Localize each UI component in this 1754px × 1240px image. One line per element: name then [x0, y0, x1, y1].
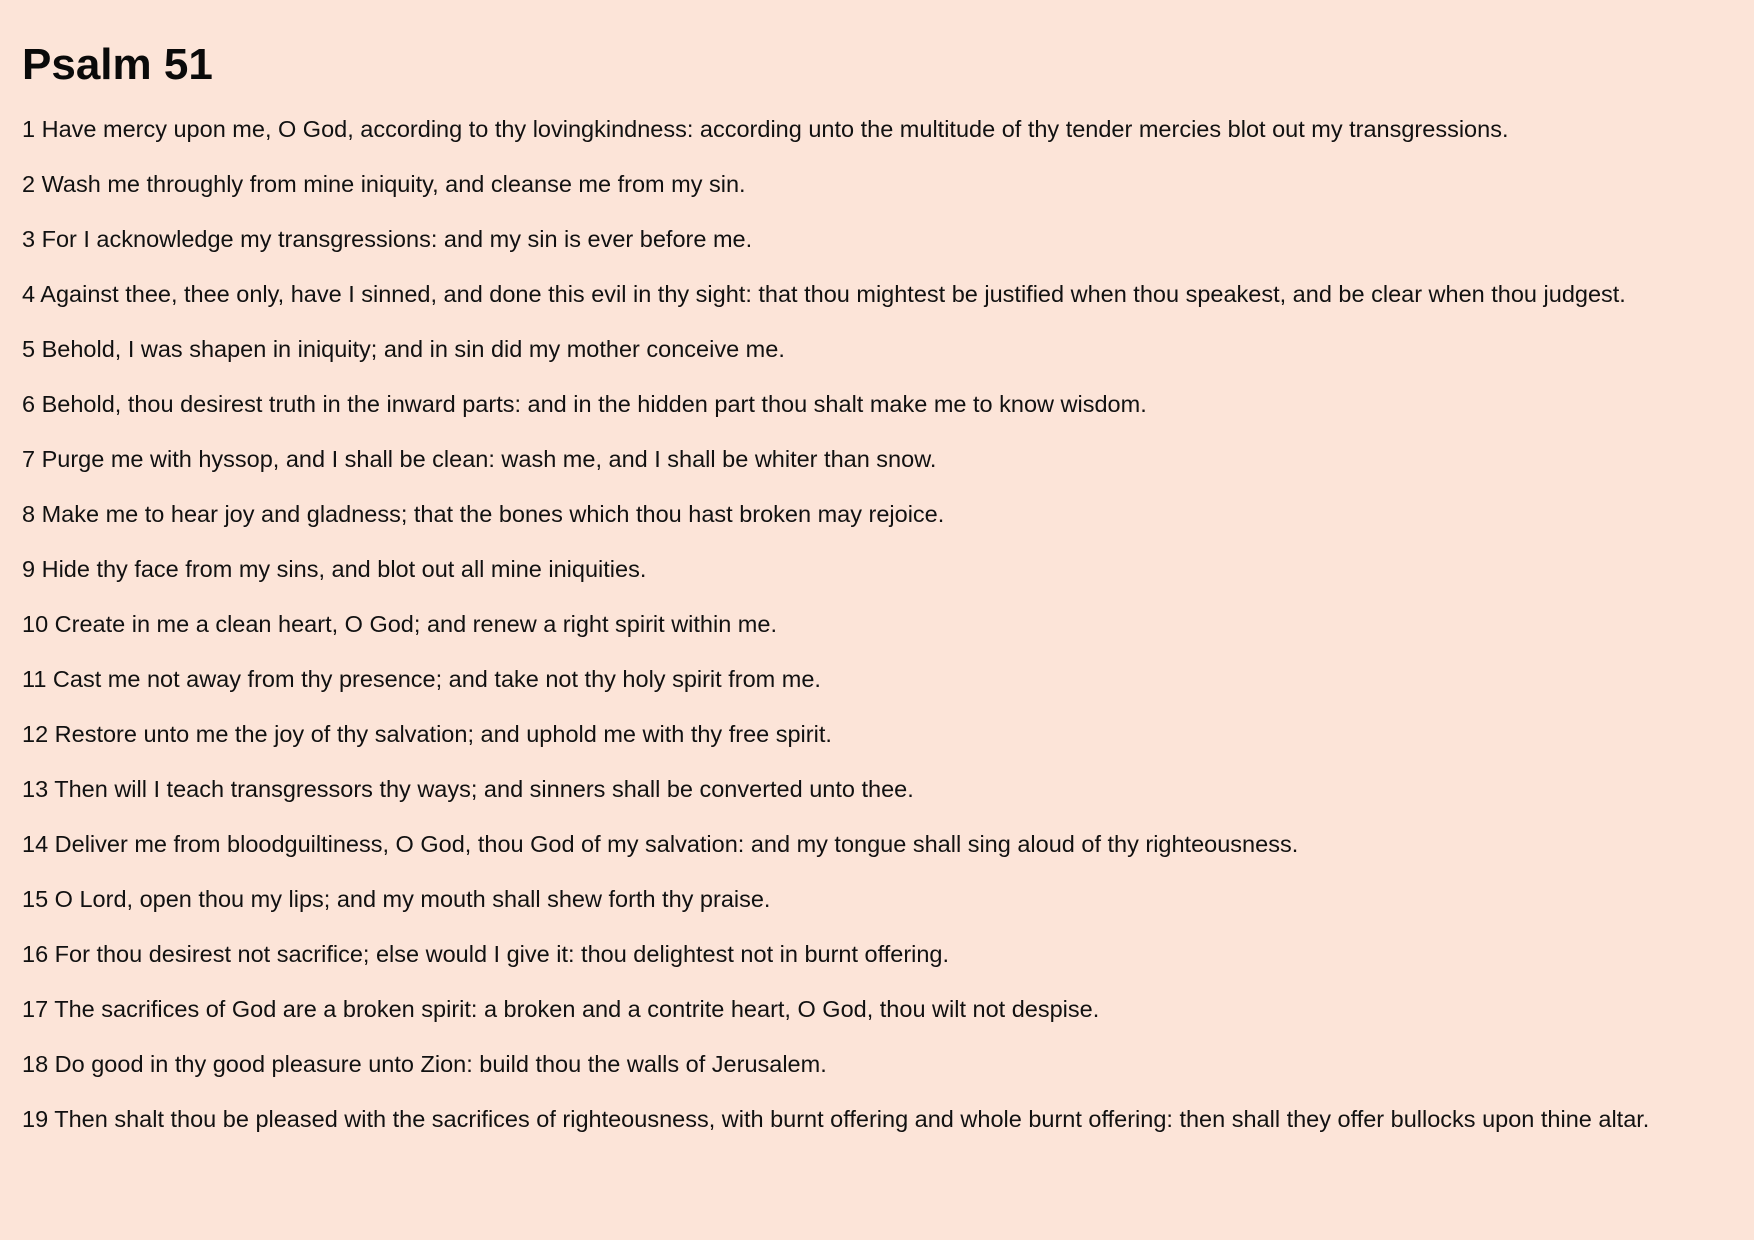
verse-15: 15 O Lord, open thou my lips; and my mouth shall shew forth thy praise. [22, 886, 771, 912]
verse-6: 6 Behold, thou desirest truth in the inward parts: and in the hidden part thou shalt make me to know wisdom. [22, 391, 1147, 417]
verse-12: 12 Restore unto me the joy of thy salvation; and uphold me with thy free spirit. [22, 721, 832, 747]
verse-14: 14 Deliver me from bloodguiltiness, O God, thou God of my salvation: and my tongue shall sing aloud of thy righteousness. [22, 831, 1299, 857]
verse-10: 10 Create in me a clean heart, O God; and renew a right spirit within me. [22, 611, 777, 637]
verse-2: 2 Wash me throughly from mine iniquity, and cleanse me from my sin. [22, 171, 746, 197]
verse-4: 4 Against thee, thee only, have I sinned, and done this evil in thy sight: that thou mightest be justified when thou speakest, and be clear when thou judgest. [22, 281, 1626, 307]
verse-5: 5 Behold, I was shapen in iniquity; and in sin did my mother conceive me. [22, 336, 785, 362]
verse-13: 13 Then will I teach transgressors thy ways; and sinners shall be converted unto thee. [22, 776, 914, 802]
verse-list [22, 108, 1734, 1140]
verse-8: 8 Make me to hear joy and gladness; that the bones which thou hast broken may rejoice. [22, 501, 945, 527]
verse-9: 9 Hide thy face from my sins, and blot out all mine iniquities. [22, 556, 647, 582]
verse-11: 11 Cast me not away from thy presence; and take not thy holy spirit from me. [22, 666, 821, 692]
verse-1: 1 Have mercy upon me, O God, according to thy lovingkindness: according unto the multitude of thy tender mercies blot out my transgressions. [22, 116, 1509, 142]
verse-19: 19 Then shalt thou be pleased with the sacrifices of righteousness, with burnt offering and whole burnt offering: then shall they offer bullocks upon thine altar. [22, 1106, 1650, 1132]
verse-18: 18 Do good in thy good pleasure unto Zion: build thou the walls of Jerusalem. [22, 1051, 827, 1077]
verse-17: 17 The sacrifices of God are a broken spirit: a broken and a contrite heart, O God, thou wilt not despise. [22, 996, 1100, 1022]
verse-3: 3 For I acknowledge my transgressions: and my sin is ever before me. [22, 226, 753, 252]
verse-7: 7 Purge me with hyssop, and I shall be clean: wash me, and I shall be whiter than snow. [22, 446, 937, 472]
verse-16: 16 For thou desirest not sacrifice; else would I give it: thou delightest not in burnt offering. [22, 941, 950, 967]
page-title: Psalm 51 [22, 40, 213, 89]
